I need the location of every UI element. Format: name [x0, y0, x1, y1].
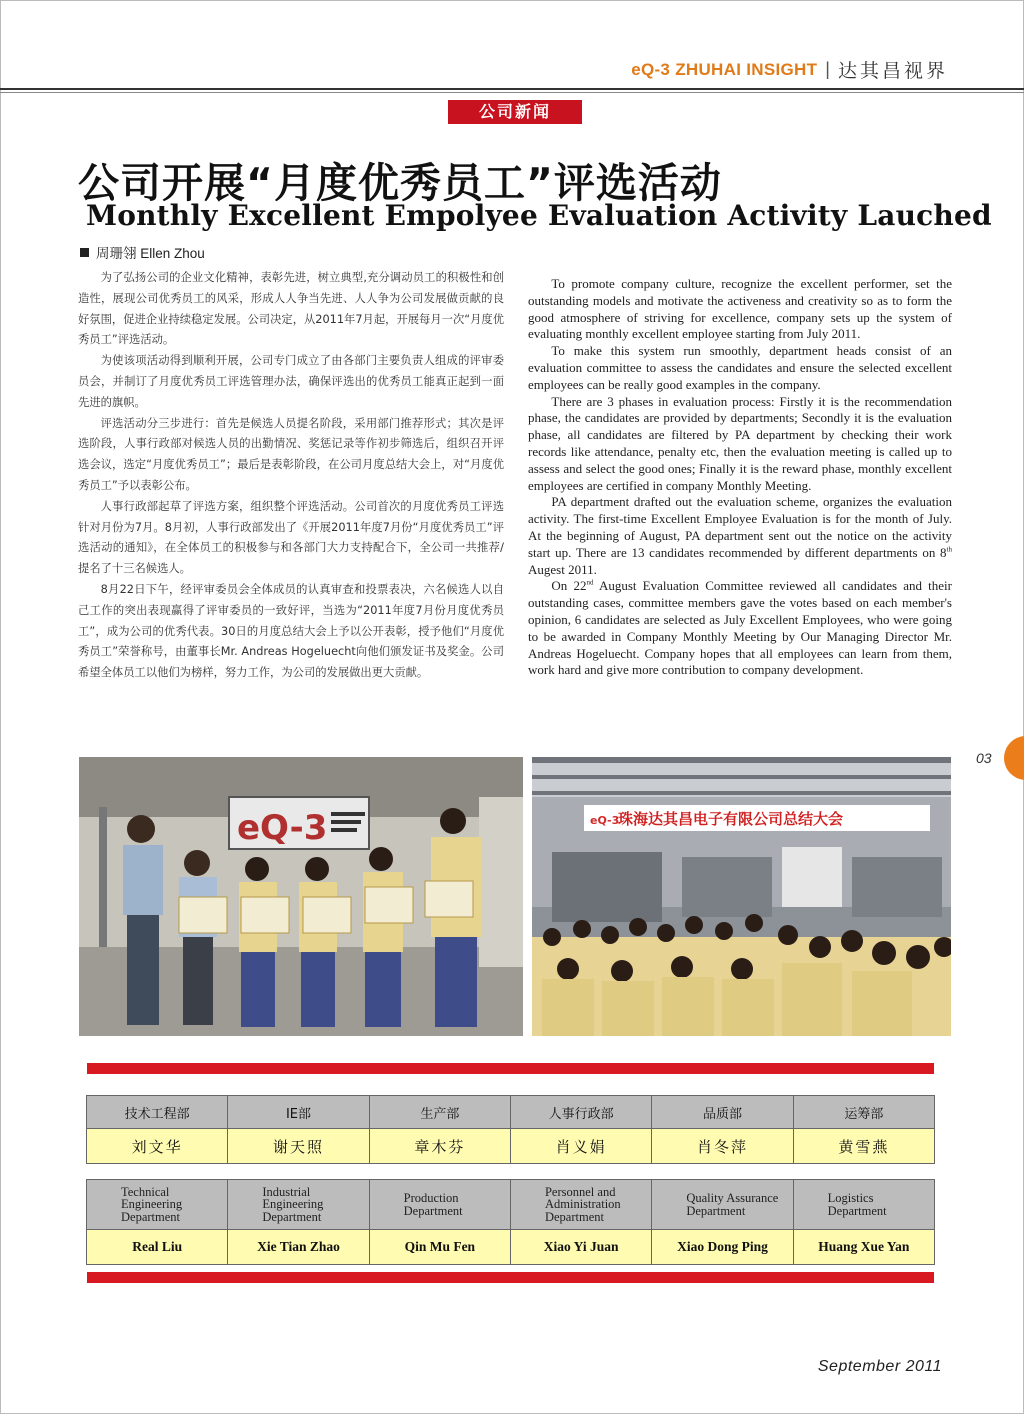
dept-line: Administration	[544, 1197, 621, 1212]
paragraph-en: To promote company culture, recognize the excellent performer, set the outstanding models and motivate the activeness and creativity so as to form the good atmosphere of striving for excellence, company sets up the system of evaluating monthly excellent employee starting from July 2011.	[528, 276, 952, 342]
paragraph-en	[528, 494, 952, 578]
photo-monthly-meeting	[532, 757, 951, 1036]
table-cell-name: Xiao Yi Juan	[510, 1230, 651, 1265]
paragraph-en: There are 3 phases in evaluation process: Firstly it is the recommendation phase, the candidates are provided by departments; Secondly it is the evaluation phase, all candidates are filtered by PA department by checking their work records like attendance, penalty etc, then the evaluation meeting is called up to assess and select the good ones; Finally it is the reward phase, monthly excellent employees are certified in company Monthly Meeting.	[528, 393, 952, 493]
byline	[80, 242, 205, 262]
paragraph-en-part: August Evaluation Committee reviewed all candidates and their outstanding cases, committee members gave the votes based on each member's opinion, 6 candidates are selected as July Excellent Employees, who were going to be awarded in Company Monthly Meeting by Our Managing Director Mr. Andreas Hogeluecht. Company hopes that all employees can learn from them, work hard and give more contribution to company development.	[528, 578, 952, 678]
dept-line: Engineering	[262, 1197, 324, 1212]
table-cell-name: 章木芬	[369, 1129, 510, 1164]
page-number: 03	[976, 750, 992, 766]
dept-line: Department	[403, 1203, 463, 1218]
bullet-square-icon	[80, 248, 89, 257]
table-row-names	[87, 1129, 935, 1164]
article-title-chinese: 公司开展“月度优秀员工”评选活动	[78, 159, 722, 207]
dept-line: Department	[544, 1209, 604, 1224]
paragraph-en-part: On 22	[551, 578, 587, 594]
table-cell-department	[510, 1180, 651, 1230]
table-cell-department	[369, 1180, 510, 1230]
paragraph-cn: 评选活动分三步进行：首先是候选人员提名阶段，采用部门推荐形式；其次是评选阶段，人事行政部对候选人员的出勤情况、奖惩记录等作初步筛选后，组织召开评选会议，选定“月度优秀员工”；最后是表彰阶段，在公司月度总结大会上，对“月度优秀员工”予以表彰公布。	[78, 416, 504, 492]
paragraph-cn: 8月22日下午，经评审委员会全体成员的认真审查和投票表决，六名候选人以自己工作的突出表现赢得了评审委员的一致好评，当选为“2011年度7月份月度优秀员工”，成为公司的优秀代表。30日的月度总结大会上予以公开表彰，授予他们“月度优秀员工”荣誉称号，由董事长Mr. Andreas Hogeluecht向他们颁发证书及奖金。公司希望全体员工以他们为榜样，努力工作，为公司的发展做出更大贡献。	[78, 582, 504, 680]
table-cell-name: 肖冬萍	[652, 1129, 793, 1164]
table-cell-name: 肖义娟	[510, 1129, 651, 1164]
table-cell-name: 刘文华	[87, 1129, 228, 1164]
dept-line: Department	[827, 1203, 887, 1218]
dept-line: Department	[121, 1209, 181, 1224]
table-cell-department: 品质部	[652, 1096, 793, 1129]
dept-line: Engineering	[121, 1197, 183, 1212]
table-cell-name: Real Liu	[87, 1230, 228, 1265]
winners-table-english	[86, 1179, 935, 1265]
table-cell-name: Huang Xue Yan	[793, 1230, 934, 1265]
article-body-chinese	[78, 268, 504, 684]
table-cell-department	[652, 1180, 793, 1230]
dept-line: Department	[686, 1203, 746, 1218]
paragraph-cn: 人事行政部起草了评选方案，组织整个评选活动。公司首次的月度优秀员工评选针对月份为7月。8月初，人事行政部发出了《开展2011年度7月份“月度优秀员工”评选活动的通知》，在全体员工的积极参与和各部门大力支持配合下，全公司一共推荐/提名了十三名候选人。	[78, 499, 504, 576]
table-cell-department	[793, 1180, 934, 1230]
table-cell-name: 黄雪燕	[793, 1129, 934, 1164]
author-name: 周珊翎 Ellen Zhou	[96, 246, 205, 261]
table-cell-department: 运筹部	[793, 1096, 934, 1129]
photo-sign-text: eQ-3	[237, 808, 328, 848]
table-row-departments	[87, 1180, 935, 1230]
table-cell-department: 技术工程部	[87, 1096, 228, 1129]
table-cell-name: Xiao Dong Ping	[652, 1230, 793, 1265]
header-rule	[0, 88, 1024, 90]
table-cell-department	[87, 1180, 228, 1230]
dept-line: Department	[262, 1209, 322, 1224]
dept-line: Quality Assurance	[686, 1191, 779, 1205]
paragraph-cn: 为了弘扬公司的企业文化精神，表彰先进，树立典型,充分调动员工的积极性和创造性，展现公司优秀员工的风采，形成人人争当先进、人人争为公司发展做贡献的良好氛围，促进企业持续稳定发展。公司决定，从2011年7月起，开展每月一次“月度优秀员工”评选活动。	[78, 271, 504, 347]
table-row-departments	[87, 1096, 935, 1129]
table-cell-department: IE部	[228, 1096, 369, 1129]
table-cell-department	[228, 1180, 369, 1230]
dept-line: Production	[403, 1191, 459, 1205]
dept-line: Industrial	[262, 1184, 311, 1199]
divider-bar-top	[87, 1063, 934, 1074]
banner-text: 珠海达其昌电子有限公司总结大会	[618, 810, 844, 828]
page-tab-marker	[1004, 736, 1024, 780]
winners-table-chinese	[86, 1095, 935, 1164]
section-tab: 公司新闻	[448, 100, 582, 124]
issue-date: September 2011	[817, 1358, 942, 1375]
paragraph-en: To make this system run smoothly, department heads consist of an evaluation committee to assess the candidates and ensure the selected excellent employees can be really good examples in the company.	[528, 343, 952, 392]
dept-line: Logistics	[827, 1191, 874, 1205]
paragraph-cn: 为使该项活动得到顺利开展，公司专门成立了由各部门主要负责人组成的评审委员会，并制订了月度优秀员工评选管理办法，确保评选出的优秀员工能真正起到一面先进的旗帜。	[78, 354, 504, 409]
table-cell-name: 谢天照	[228, 1129, 369, 1164]
banner-logo-text: eQ-3	[590, 814, 620, 827]
article-title-english: Monthly Excellent Empolyee Evaluation Activity Lauched	[86, 199, 992, 232]
paragraph-en	[528, 578, 952, 679]
table-row-names	[87, 1230, 935, 1265]
article-body-english	[528, 276, 952, 679]
paragraph-en-part: PA department drafted out the evaluation scheme, organizes the evaluation activity. The first-time Excellent Employee Evaluation is for the month of July. At the beginning of August, PA department sent out the notice on the activity start up. There are 13 candidates recommended by different departments on 8	[528, 494, 952, 560]
paragraph-en-part: Augest 2011.	[528, 561, 597, 577]
brand-chinese: 达其昌视界	[837, 60, 948, 82]
header-rule-thin	[0, 92, 1024, 93]
photo-award-winners	[79, 757, 523, 1036]
brand-english: eQ-3 ZHUHAI INSIGHT	[631, 59, 818, 79]
table-cell-name: Qin Mu Fen	[369, 1230, 510, 1265]
dept-line: Technical	[121, 1184, 170, 1199]
divider-bar-bottom	[87, 1272, 934, 1283]
dept-line: Personnel and	[544, 1184, 616, 1199]
table-cell-department: 人事行政部	[510, 1096, 651, 1129]
magazine-header	[631, 56, 948, 83]
ordinal-suffix: nd	[586, 579, 594, 588]
brand-separator: |	[825, 59, 830, 79]
table-cell-department: 生产部	[369, 1096, 510, 1129]
ordinal-suffix: th	[946, 545, 952, 554]
table-cell-name: Xie Tian Zhao	[228, 1230, 369, 1265]
